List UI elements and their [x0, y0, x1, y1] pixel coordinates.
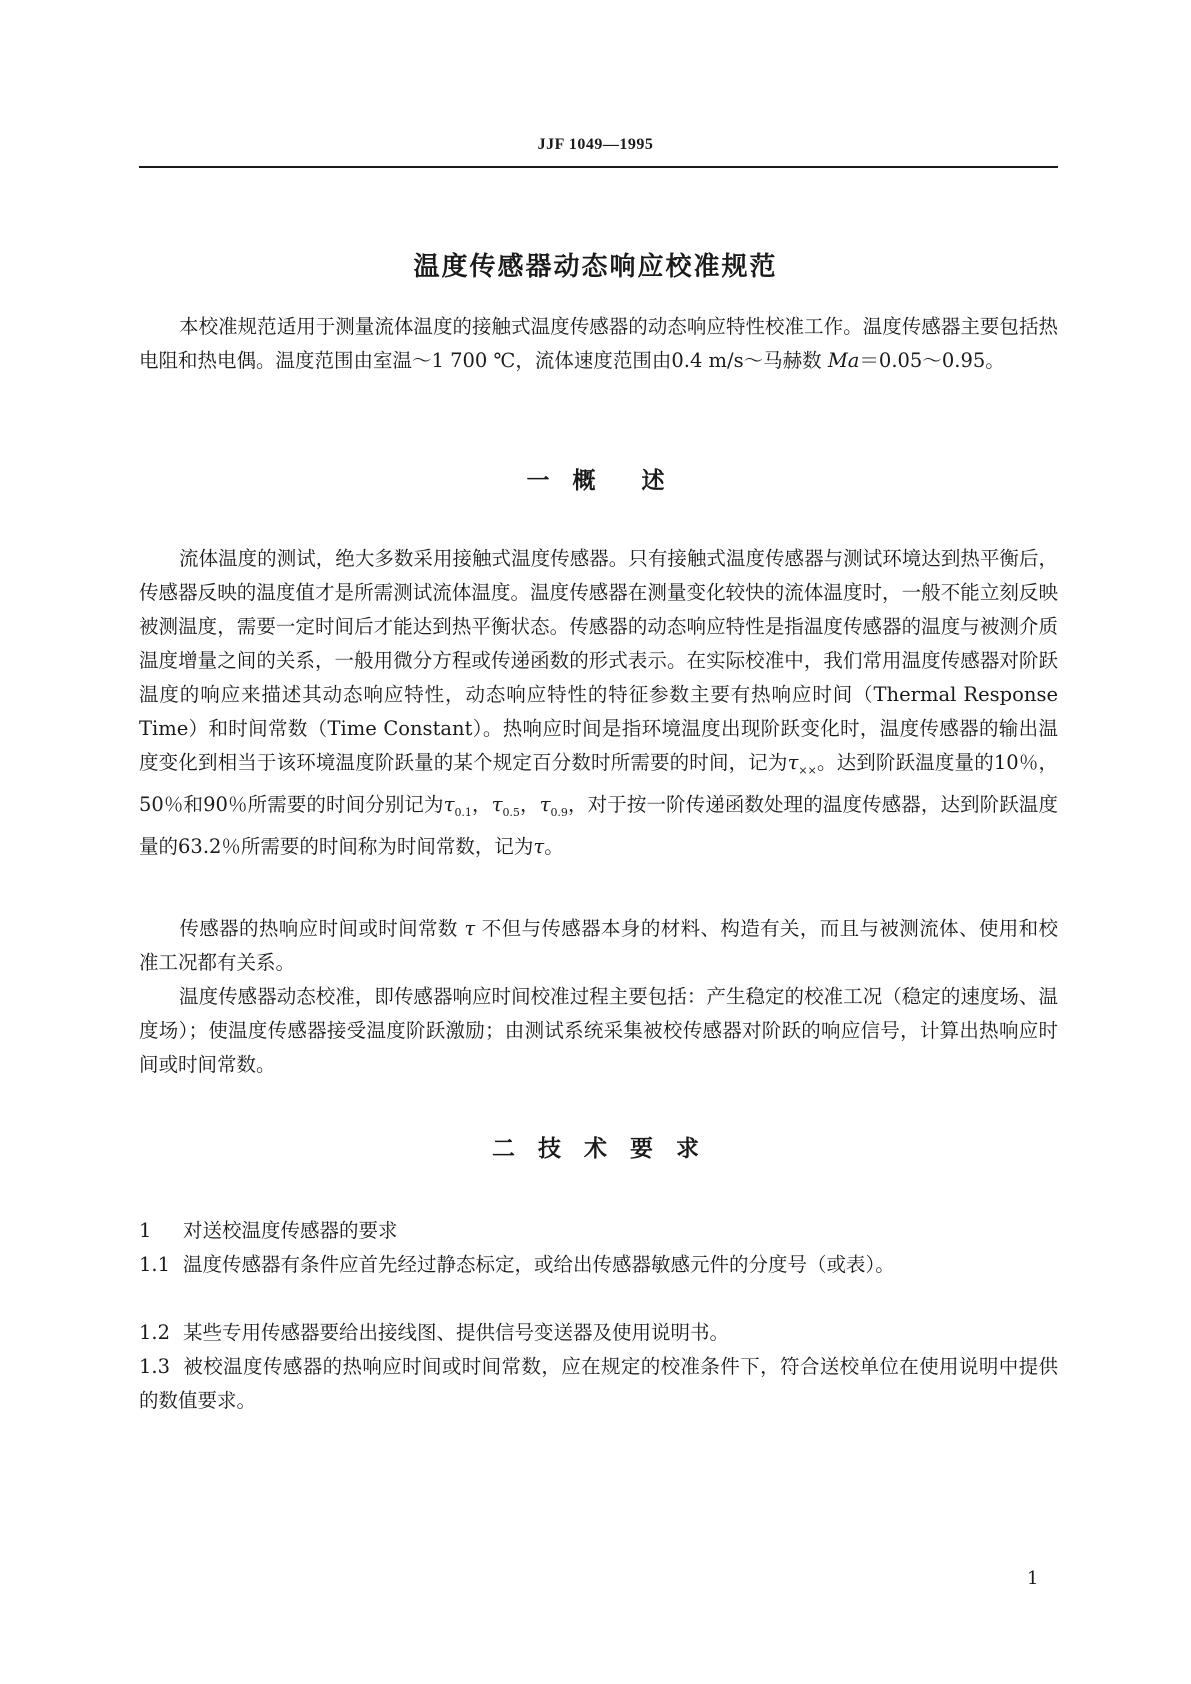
- section-heading-technical-requirements: 二 技 术 要 求: [492, 1136, 699, 1162]
- list-item: 1 对送校温度传感器的要求: [139, 1219, 398, 1242]
- list-item: 1.2 某些专用传感器要给出接线图、提供信号变送器及使用说明书。: [139, 1321, 730, 1344]
- overview-paragraph-3: 温度传感器动态校准，即传感器响应时间校准过程主要包括：产生稳定的校准工况（稳定的速度场、温度场）；使温度传感器接受温度阶跃激励；由测试系统采集被校传感器对阶跃的响应信号，计算出热响应时间或时间常数。: [139, 985, 1058, 1076]
- intro-paragraph: 本校准规范适用于测量流体温度的接触式温度传感器的动态响应特性校准工作。温度传感器主要包括热电阻和热电偶。温度范围由室温～1 700 ℃，流体速度范围由0.4 m/s～马赫数 Ma＝0.05～0.95。: [139, 315, 1058, 372]
- document-title: 温度传感器动态响应校准规范: [413, 252, 778, 282]
- document-code: JJF 1049—1995: [537, 136, 654, 153]
- overview-paragraph-1: 流体温度的测试，绝大多数采用接触式温度传感器。只有接触式温度传感器与测试环境达到热平衡后，传感器反映的温度值才是所需测试流体温度。温度传感器在测量变化较快的流体温度时，一般不能立刻反映被测温度，需要一定时间后才能达到热平衡状态。传感器的动态响应特性是指温度传感器的温度与被测介质温度增量之间的关系，一般用微分方程或传递函数的形式表示。在实际校准中，我们常用温度传感器对阶跃温度的响应来描述其动态响应特性，动态响应特性的特征参数主要有热响应时间（Thermal Response Time）和时间常数（Time Constant）。热响应时间是指环境温度出现阶跃变化时，温度传感器的输出温度变化到相当于该环境温度阶跃量的某个规定百分数时所需要的时间，记为$\tau_{\times\times}$。达到阶跃温度量的10％，50％和90％所需要的时间分别记为$\tau_{0.1}$，$\tau_{0.5}$，$\tau_{0.9}$，对于按一阶传递函数处理的温度传感器，达到阶跃温度量的63.2％所需要的时间称为时间常数，记为τ。: [139, 547, 1058, 858]
- list-item: 1.3 被校温度传感器的热响应时间或时间常数，应在规定的校准条件下，符合送校单位在使用说明中提供的数值要求。: [139, 1355, 1058, 1412]
- overview-paragraph-2: 传感器的热响应时间或时间常数 τ 不但与传感器本身的材料、构造有关，而且与被测流体、使用和校准工况都有关系。: [139, 917, 1058, 974]
- section-heading-overview: 一 概 述: [526, 468, 665, 494]
- page-number: 1: [1027, 1568, 1039, 1589]
- list-item: 1.1 温度传感器有条件应首先经过静态标定，或给出传感器敏感元件的分度号（或表）。: [139, 1253, 895, 1276]
- header-rule: [139, 166, 1058, 168]
